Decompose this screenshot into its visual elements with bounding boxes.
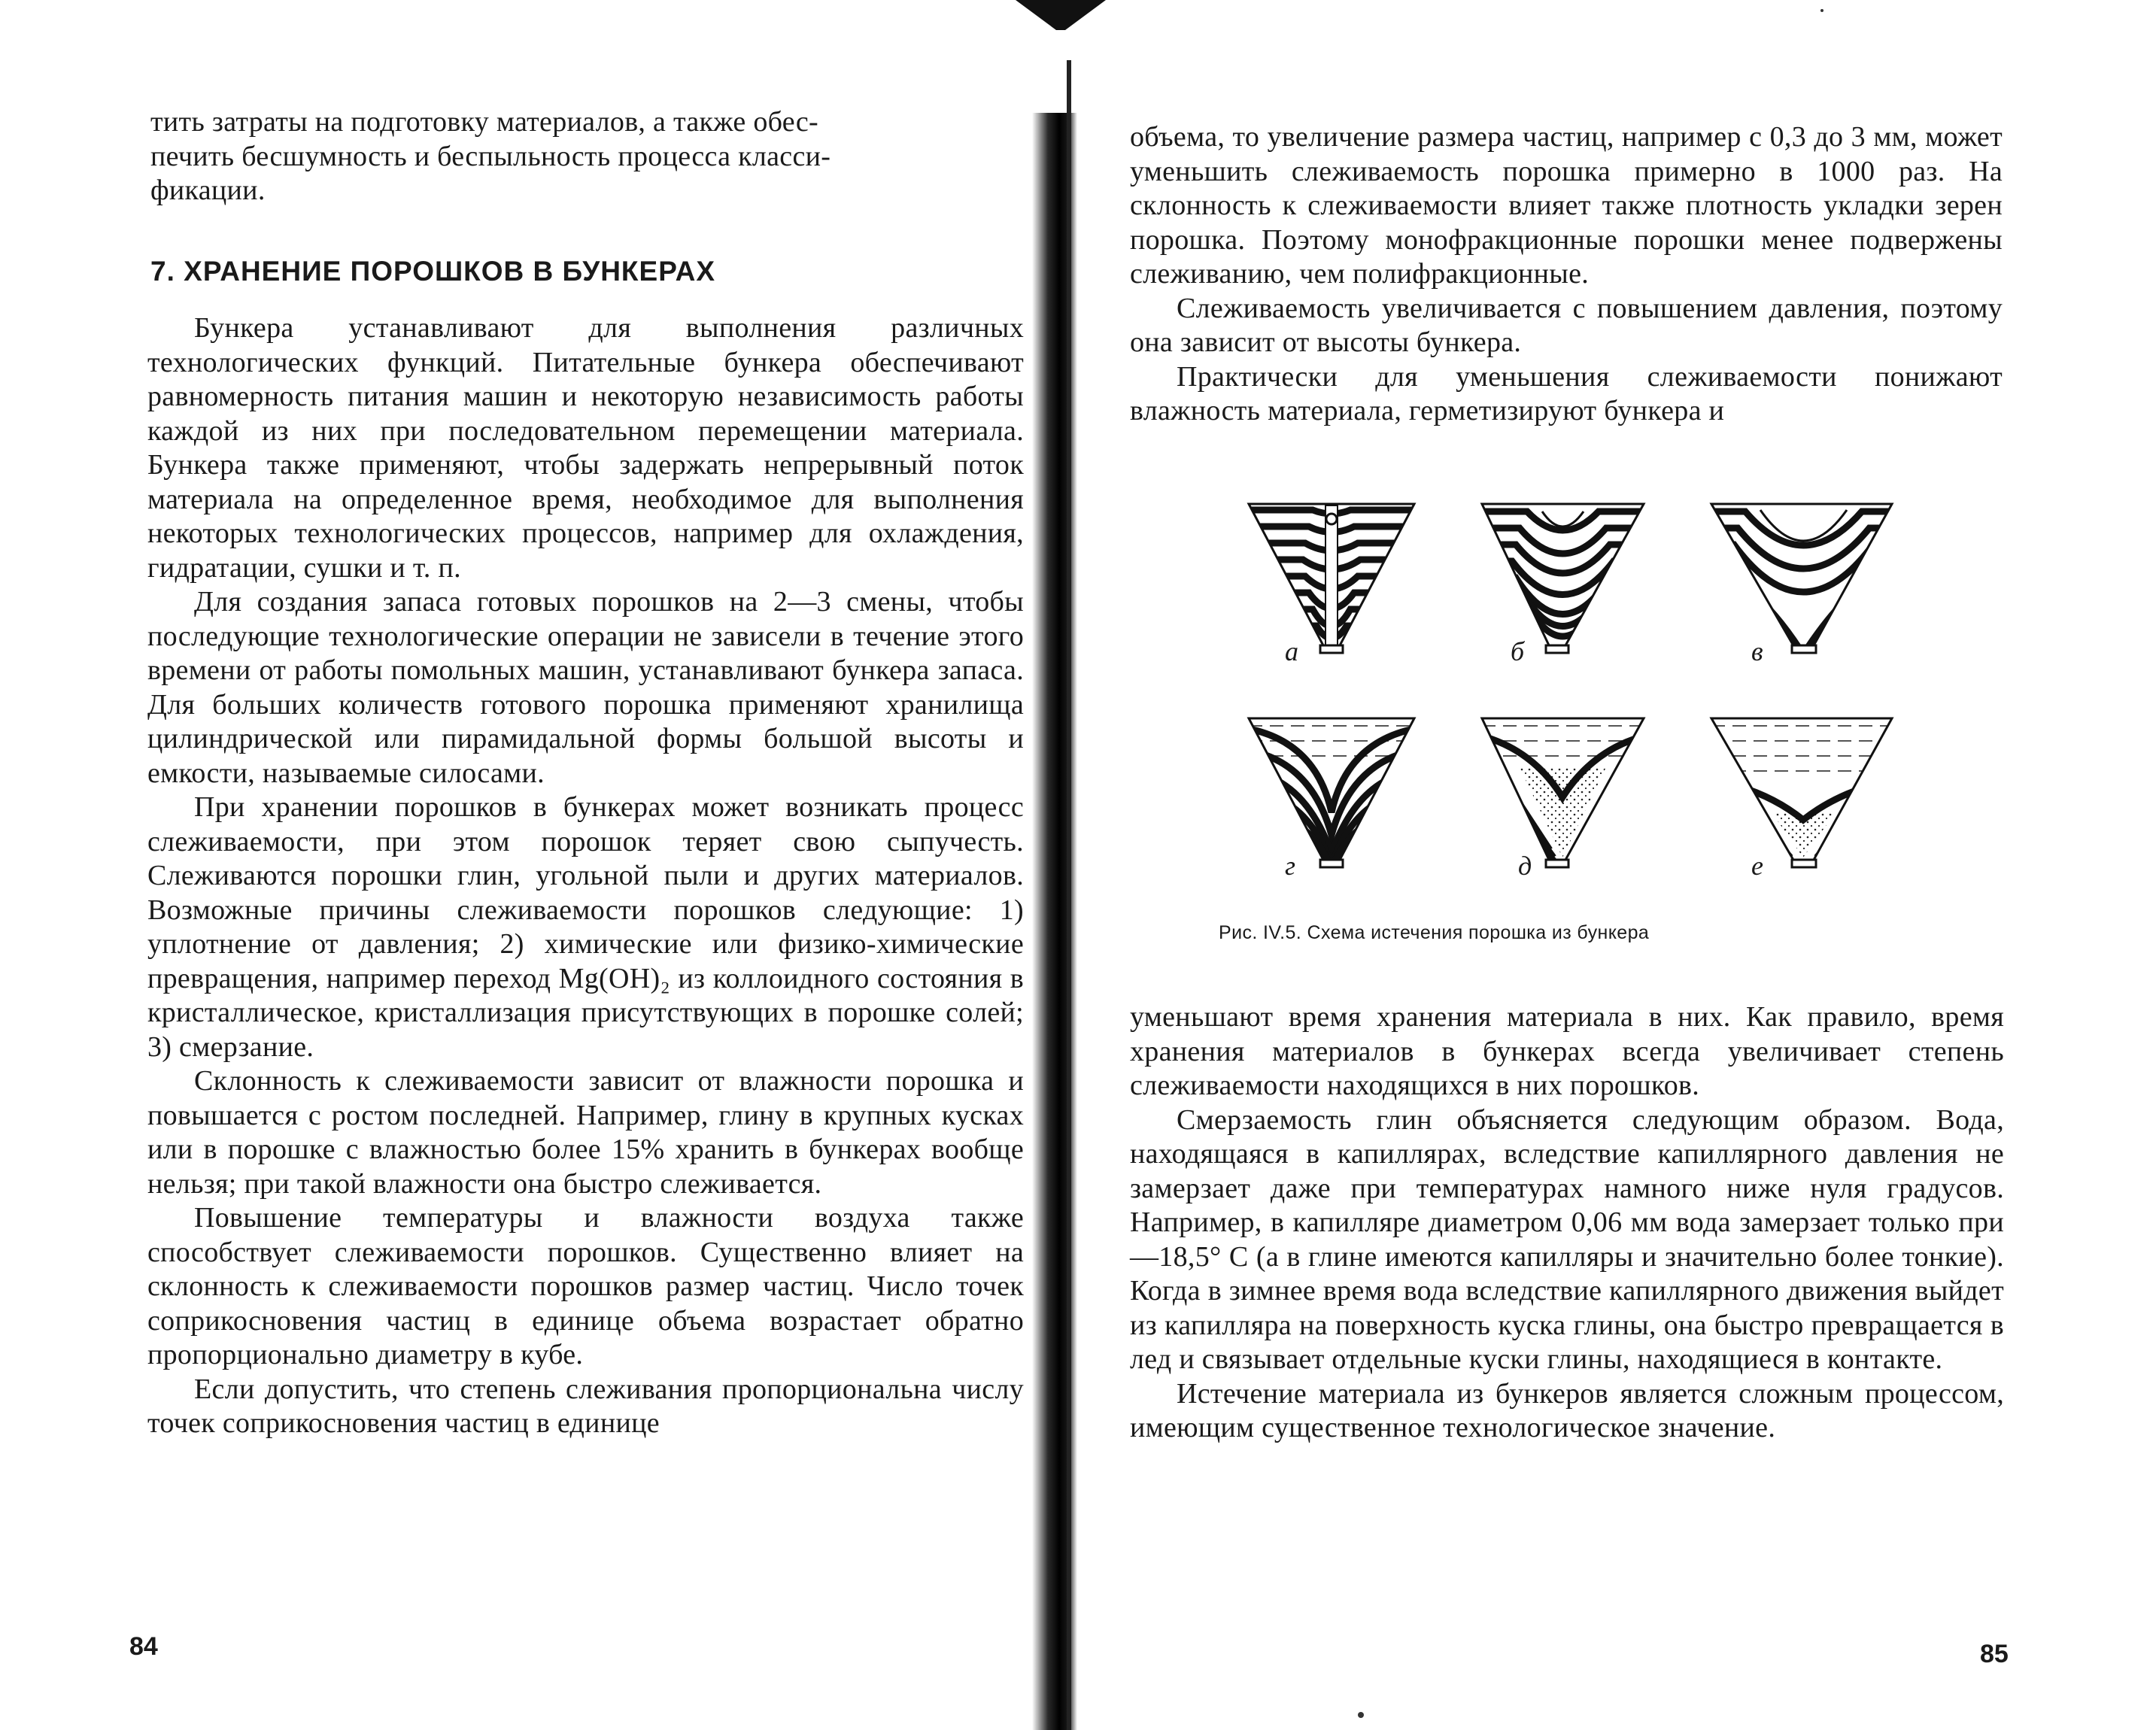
right-paragraph-4: уменьшают время хранения материала в них. Как правило, время хранения материалов в бункерах всегда увеличивает степень слеживаемости находящихся в них порошков.	[1130, 1001, 2004, 1101]
right-paragraph-3: Практически для уменьшения слеживаемости понижают влажность материала, герметизируют бункера и	[1130, 360, 2003, 426]
right-paragraph-5: Смерзаемость глин объясняется следующим образом. Вода, находящаяся в капиллярах, вследствие капиллярного давления не замерзает даже при температурах намного ниже нуля градусов. Например, в капилляре диаметром 0,06 мм вода замерзает только при —18,5° C (а в глине имеются капилляры и значительно более тонкие). Когда в зимнее время вода вследствие капиллярного движения выйдет из капилляра на поверхность куска глины, она быстро превращается в лед и связывает отдельные куски глины, находящиеся в контакте.	[1130, 1103, 2004, 1375]
left-paragraph-1: Бункера устанавливают для выполнения различных технологических функций. Питательные бункера обеспечивают равномерность питания машин и некоторую независимость работы каждой из них при последовательном перемещении материала. Бункера также применяют, чтобы задержать непрерывный поток материала на определенное время, необходимое для выполнения некоторых технологических процессов, например для охлаждения, гидратации, сушки и т. п.	[147, 312, 1024, 584]
diagram-b	[1467, 496, 1663, 654]
figure-label-v: в	[1751, 636, 1763, 666]
section-heading: 7. ХРАНЕНИЕ ПОРОШКОВ В БУНКЕРАХ	[150, 256, 716, 287]
left-body	[147, 311, 1024, 1441]
right-paragraph-2: Слеживаемость увеличивается с повышением давления, поэтому она зависит от высоты бункера.	[1130, 292, 2003, 358]
figure-label-e: е	[1751, 851, 1763, 881]
left-page	[0, 0, 1046, 1730]
figure-label-g: г	[1285, 851, 1296, 881]
right-paragraph-1: объема, то увеличение размера частиц, например с 0,3 до 3 мм, может уменьшить слеживаемость порошка примерно в 1000 раз. На склонность к слеживаемости влияет также плотность укладки зерен порошка. Поэтому монофракционные порошки менее подвержены слеживанию, чем полифракционные.	[1130, 121, 2003, 290]
binding-edge	[1067, 60, 1071, 1730]
scan-speck	[1358, 1712, 1364, 1718]
left-paragraph-4: Склонность к слеживаемости зависит от влажности порошка и повышается с ростом последней. Например, глину в крупных кусках или в порошке с влажностью более 15% хранить в бункерах вообще нельзя; при такой влажности она быстро слеживается.	[147, 1065, 1024, 1200]
left-paragraph-6: Если допустить, что степень слеживания пропорциональна числу точек соприкосновения частиц в единице	[147, 1373, 1024, 1439]
left-top-line-3: фикации.	[150, 175, 266, 206]
left-paragraph-3: При хранении порошков в бункерах может возникать процесс слеживаемости, при этом порошок теряет свою сыпучесть. Слеживаются порошки глин, угольной пыли и других материалов. Возможные причины слеживаемости порошков следующие: 1) уплотнение от давления; 2) химические или физико-химические превращения, например переход Mg(OH)₂ из коллоидного состояния в кристаллическое, кристаллизация присутствующих в порошке солей; 3) смерзание.	[147, 791, 1024, 1063]
left-top-continuation	[150, 105, 1023, 208]
left-top-line-1: тить затраты на подготовку материалов, а также обес-	[150, 106, 818, 138]
figure-label-d: д	[1518, 851, 1532, 881]
figure-label-a: а	[1285, 636, 1298, 666]
diagram-d	[1467, 711, 1663, 869]
right-body-bottom	[1130, 1000, 2004, 1446]
page-number-left: 84	[129, 1632, 158, 1661]
diagram-v	[1700, 496, 1903, 662]
diagram-g	[1234, 711, 1429, 869]
left-paragraph-5: Повышение температуры и влажности воздуха также способствует слеживаемости порошков. Существенно влияет на склонность к слеживаемости порошков размер частиц. Число точек соприкосновения частиц в единице объема возрастает обратно пропорционально диаметру в кубе.	[147, 1202, 1024, 1370]
bunker-diagrams	[1234, 496, 1911, 903]
page-number-right: 85	[1980, 1640, 2009, 1668]
figure-caption: Рис. IV.5. Схема истечения порошка из бункера	[1219, 922, 1650, 943]
scan-speck	[1820, 9, 1823, 12]
left-top-line-2: печить бесшумность и беспыльность процесса класси-	[150, 140, 831, 172]
diagram-a	[1234, 496, 1429, 654]
figure-bunker-outflow	[1234, 496, 1911, 903]
diagram-e	[1700, 711, 1903, 869]
right-paragraph-6: Истечение материала из бункеров является сложным процессом, имеющим существенное технологическое значение.	[1130, 1377, 2004, 1443]
right-body-top	[1130, 120, 2003, 429]
figure-label-b: б	[1511, 636, 1525, 666]
left-paragraph-2: Для создания запаса готовых порошков на 2—3 смены, чтобы последующие технологические операции не зависели в течение этого времени от работы помольных машин, устанавливают бункера запаса. Для больших количеств готового порошка применяют хранилища цилиндрической или пирамидальной формы большой высоты и емкости, называемые силосами.	[147, 586, 1024, 789]
